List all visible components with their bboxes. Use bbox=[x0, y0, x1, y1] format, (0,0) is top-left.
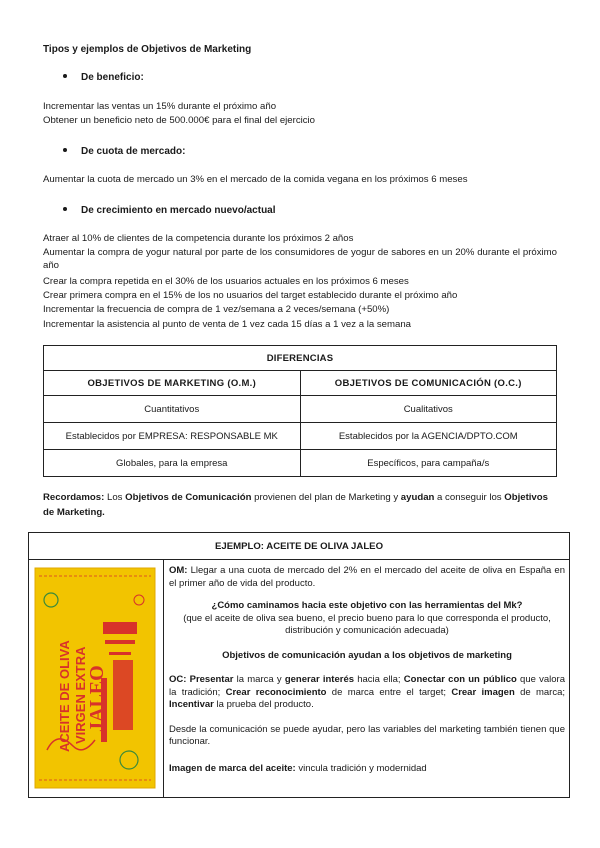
section-heading-cuota: De cuota de mercado: bbox=[63, 146, 185, 157]
list-item: Crear la compra repetida en el 30% de los usuarios actuales en los próximos 6 meses bbox=[43, 276, 409, 287]
jaleo-label-image bbox=[29, 560, 163, 798]
table-row bbox=[44, 423, 557, 450]
bullet-dot bbox=[63, 148, 67, 152]
product-image-cell bbox=[29, 560, 164, 798]
question-note: (que el aceite de oliva sea bueno, el precio bueno para lo que corresponda el producto, distribución y comunicación adecuada) bbox=[183, 612, 551, 636]
diferencias-table bbox=[43, 345, 557, 477]
table-cell: Cualitativos bbox=[300, 396, 557, 423]
table-cell: Establecidos por EMPRESA: RESPONSABLE MK bbox=[44, 423, 301, 450]
recordamos-paragraph: Recordamos: Los Objetivos de Comunicación provienen del plan de Marketing y ayudan a conseguir los Objetivos de Marketing. bbox=[43, 492, 548, 518]
table-cell: Globales, para la empresa bbox=[44, 450, 301, 477]
list-item: Obtener un beneficio neto de 500.000€ para el final del ejercicio bbox=[43, 115, 316, 126]
list-item: Incrementar la asistencia al punto de venta de 1 vez cada 15 días a 1 vez a la semana bbox=[43, 319, 411, 330]
label-line1: ACEITE DE OLIVA bbox=[57, 640, 72, 752]
table-cell: Establecidos por la AGENCIA/DPTO.COM bbox=[300, 423, 557, 450]
ejemplo-text bbox=[169, 565, 565, 775]
om-paragraph: OM: Llegar a una cuota de mercado del 2% en el mercado del aceite de oliva en España en el primer año de vida del producto. bbox=[169, 565, 565, 589]
table-header-oc: OBJETIVOS DE COMUNICACIÓN (O.C.) bbox=[300, 371, 557, 396]
list-item: Atraer al 10% de clientes de la competencia durante los próximos 2 años bbox=[43, 233, 354, 244]
table-title: DIFERENCIAS bbox=[44, 346, 557, 371]
bullet-dot bbox=[63, 207, 67, 211]
page-title: Tipos y ejemplos de Objetivos de Marketing bbox=[43, 44, 252, 55]
question: ¿Cómo caminamos hacia este objetivo con las herramientas del Mk? bbox=[211, 600, 523, 611]
bullet-dot bbox=[63, 74, 67, 78]
list-item: Incrementar las ventas un 15% durante el próximo año bbox=[43, 101, 277, 112]
list-item: Incrementar la frecuencia de compra de 1 vez/semana a 2 veces/semana (+50%) bbox=[43, 304, 390, 315]
label-brand: JALEO bbox=[86, 665, 108, 732]
table-header-om: OBJETIVOS DE MARKETING (O.M.) bbox=[44, 371, 301, 396]
section-heading-crecimiento: De crecimiento en mercado nuevo/actual bbox=[63, 205, 276, 216]
table-row bbox=[44, 396, 557, 423]
table-row bbox=[44, 450, 557, 477]
ejemplo-box bbox=[28, 532, 570, 798]
table-cell: Específicos, para campaña/s bbox=[300, 450, 557, 477]
oc-heading: Objetivos de comunicación ayudan a los objetivos de marketing bbox=[222, 649, 512, 661]
oc-paragraph: OC: Presentar la marca y generar interés hacia ella; Conectar con un público que valora la tradición; Crear reconocimiento de marca entre el target; Crear imagen de marca; Incentivar la prueba del producto. bbox=[169, 674, 565, 710]
ejemplo-title: EJEMPLO: ACEITE DE OLIVA JALEO bbox=[29, 533, 569, 560]
table-cell: Cuantitativos bbox=[44, 396, 301, 423]
section-heading-beneficio: De beneficio: bbox=[63, 72, 144, 83]
imagen-paragraph: Imagen de marca del aceite: vincula tradición y modernidad bbox=[169, 762, 427, 774]
list-item: Crear primera compra en el 15% de los no usuarios del target establecido durante el próximo año bbox=[43, 290, 458, 301]
label-line2: VIRGEN EXTRA bbox=[73, 646, 88, 744]
list-item: Aumentar la cuota de mercado un 3% en el mercado de la comida vegana en los próximos 6 meses bbox=[43, 174, 468, 185]
desde-paragraph: Desde la comunicación se puede ayudar, pero las variables del marketing también tienen que funcionar. bbox=[169, 723, 565, 747]
list-item: Aumentar la compra de yogur natural por parte de los consumidores de yogur de sabores en un 20% durante el próximo año bbox=[43, 247, 557, 271]
